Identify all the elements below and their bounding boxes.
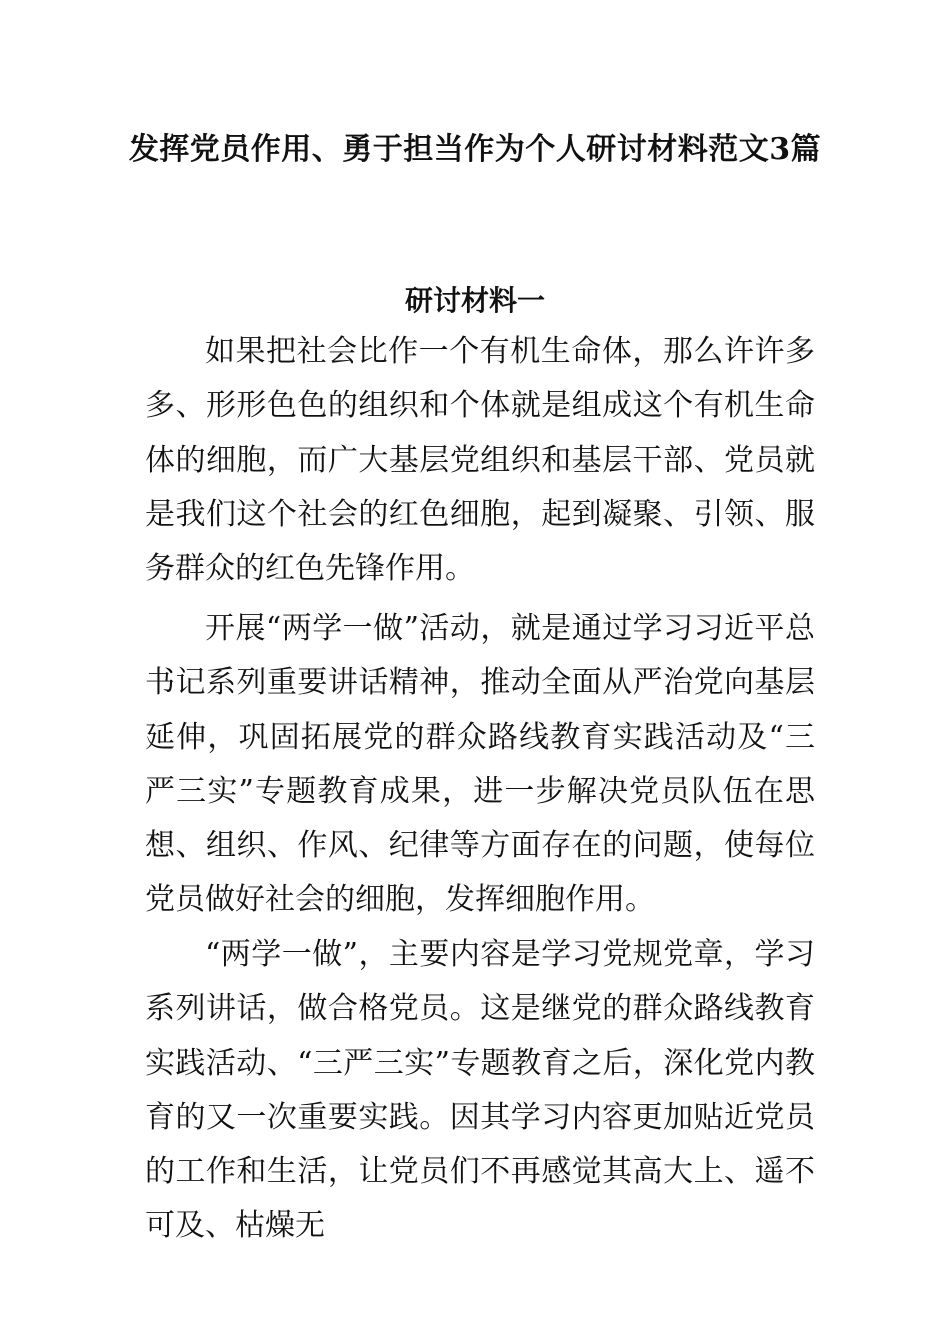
body-paragraph: “两学一做”，主要内容是学习党规党章，学习系列讲话，做合格党员。这是继党的群众路线教育实践活动、“三严三实”专题教育之后，深化党内教育的又一次重要实践。因其学习内容更加贴近党员的工作和生活，让党员们不再感觉其高大上、遥不可及、枯燥无: [145, 937, 815, 1244]
body-paragraph: 开展“两学一做”活动，就是通过学习习近平总书记系列重要讲话精神，推动全面从严治党向基层延伸，巩固拓展党的群众路线教育实践活动及“三严三实”专题教育成果，进一步解决党员队伍在思想、组织、作风、纪律等方面存在的问题，使每位党员做好社会的细胞，发挥细胞作用。: [145, 611, 815, 918]
document-title: 发挥党员作用、勇于担当作为个人研讨材料范文3篇: [128, 132, 822, 167]
section-heading: 研讨材料一: [404, 284, 545, 317]
body-paragraph: 如果把社会比作一个有机生命体，那么许许多多、形形色色的组织和个体就是组成这个有机生命体的细胞，而广大基层党组织和基层干部、党员就是我们这个社会的红色细胞，起到凝聚、引领、服务群众的红色先锋作用。: [145, 334, 815, 587]
